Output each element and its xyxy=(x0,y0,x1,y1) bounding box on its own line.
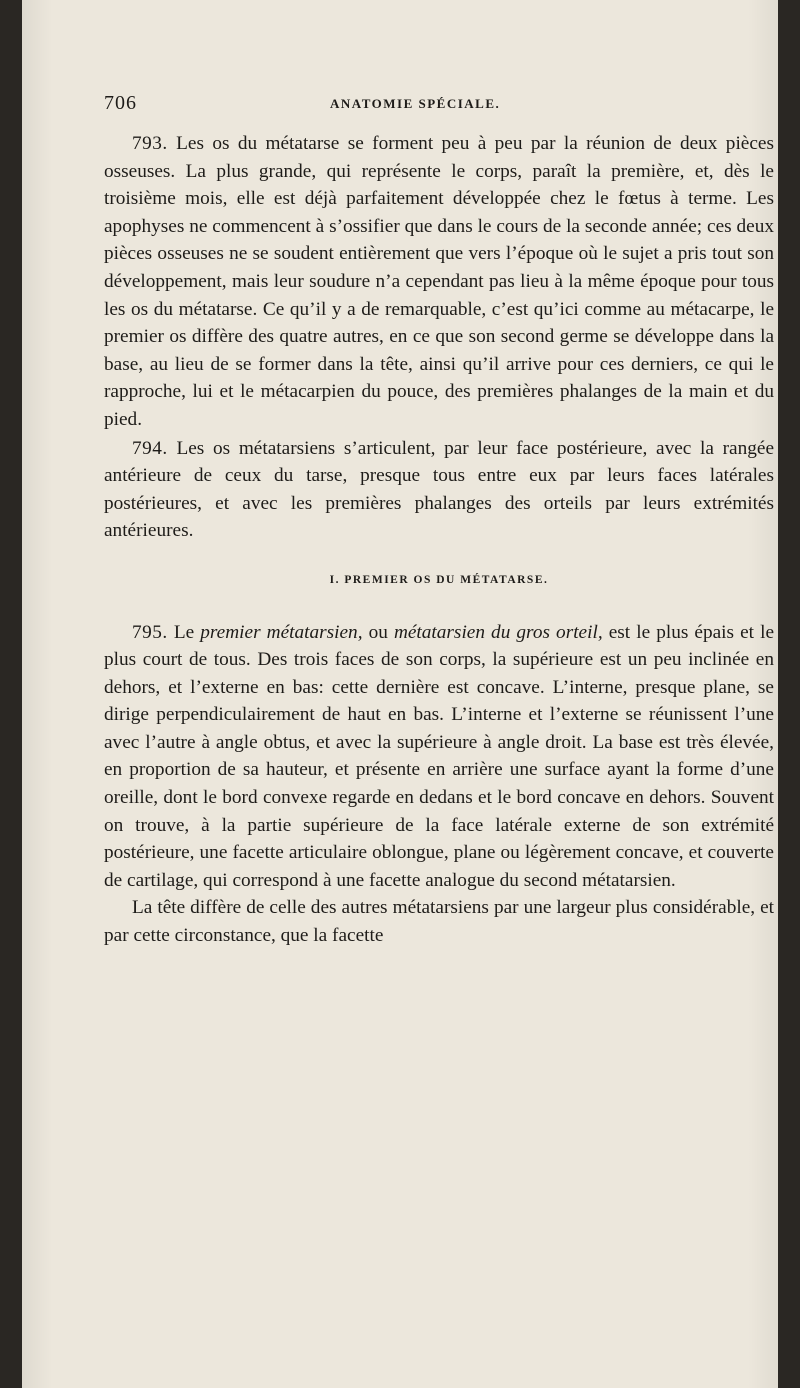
italic-term: premier métatarsien, xyxy=(200,621,363,643)
lead-word: Le xyxy=(173,621,195,643)
book-page xyxy=(22,0,778,1388)
page-number: 706 xyxy=(104,92,137,114)
paragraph-number: 793. xyxy=(132,133,168,154)
paragraph-number: 795. xyxy=(132,621,168,643)
paragraph-number: 794. xyxy=(132,437,168,459)
connector-word: ou xyxy=(368,621,388,643)
page-body xyxy=(104,130,774,950)
paragraph-794 xyxy=(104,435,774,545)
paragraph-793 xyxy=(104,130,774,434)
section-heading: I. PREMIER OS DU MÉTATARSE. xyxy=(329,573,549,586)
running-title: ANATOMIE SPÉCIALE. xyxy=(330,96,501,111)
paragraph-text: Les os métatarsiens s’articulent, par leur face postérieure, avec la rangée antérieure de ceux du tarse, presque tous entre eux par leurs faces latérales postérieures, et avec les premières phalanges des orteils par leurs extrémités antérieures. xyxy=(104,437,775,542)
italic-term: métatarsien du gros orteil, xyxy=(393,621,603,643)
paragraph-795 xyxy=(104,619,774,895)
page-header xyxy=(104,92,738,118)
paragraph-text: La tête diffère de celle des autres métatarsiens par une largeur plus considérable, et par cette circonstance, que la facette xyxy=(104,897,774,947)
paragraph-continued xyxy=(104,894,774,949)
paragraph-text: Les os du métatarse se forment peu à peu par la réunion de deux pièces osseuses. La plus grande, qui représente le corps, paraît la première, et, dès le troisième mois, elle est déjà parfaitement développée chez le fœtus à terme. Les apophyses ne commencent à s’ossifier que dans le cours de la seconde année; ces deux pièces osseuses ne se soudent entièrement que vers l’époque où le sujet a pris tout son développement, mais leur soudure n’a cependant pas lieu à la même époque pour tous les os du métatarse. Ce qu’il y a de remarquable, c’est qu’ici comme au métacarpe, le premier os diffère des quatre autres, en ce que son second germe se développe dans la base, au lieu de se former dans la tête, ainsi qu’il arrive pour ces derniers, ce qui le rapproche, lui et le métacarpien du pouce, des premières phalanges de la main et du pied. xyxy=(104,133,774,430)
paragraph-text: est le plus épais et le plus court de tous. Des trois faces de son corps, la supérieure est un peu inclinée en dehors, et l’externe en bas: cette dernière est concave. L’interne, presque plane, se dirige perpendiculairement de haut en bas. L’interne et l’externe se réunissent l’une avec l’autre à angle obtus, et avec la supérieure à angle droit. La base est très élevée, en proportion de sa hauteur, et présente en arrière une surface ayant la forme d’une oreille, dont le bord convexe regarde en dedans et le bord concave en dehors. Souvent on trouve, à la partie supérieure de la face latérale externe de son extrémité postérieure, une facette articulaire oblongue, plane ou légèrement concave, et couverte de cartilage, qui correspond à une facette analogue du second métatarsien. xyxy=(104,621,775,891)
